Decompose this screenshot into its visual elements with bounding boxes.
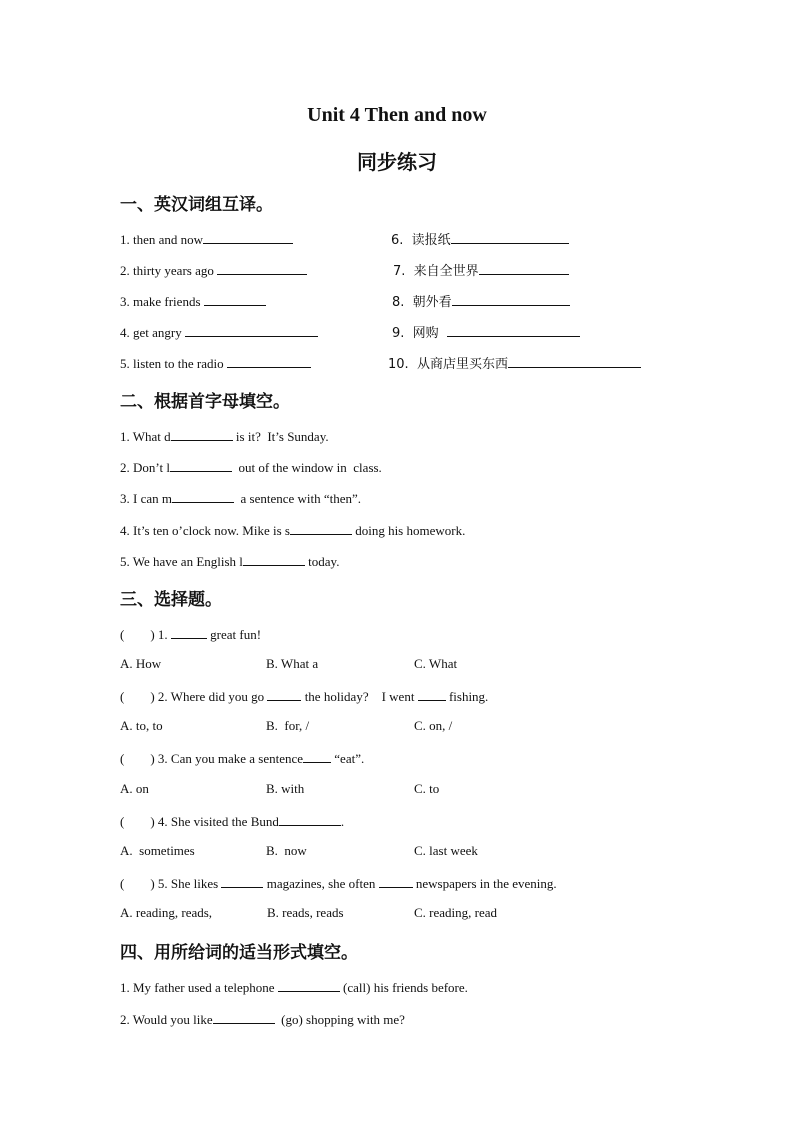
page-title: Unit 4 Then and now [307,104,487,126]
answer-blank[interactable] [451,230,569,244]
translate-item-1 [120,230,293,248]
question-2-option-c: C. on, / [414,718,453,733]
answer-blank[interactable] [171,427,233,441]
question-4-option-c: C. last week [414,843,478,858]
answer-blank[interactable] [508,354,641,368]
translate-item-4 [120,323,318,341]
answer-blank[interactable] [278,978,340,992]
question-5-option-c: C. reading, read [414,905,498,920]
answer-blank[interactable] [185,323,318,337]
question-3 [120,749,364,767]
item-text: 1. My father used a telephone [120,980,278,995]
question-text: ( ) 1. [120,627,171,642]
question-4-option-a: A. sometimes [120,843,195,858]
translate-item-3 [120,292,266,310]
answer-blank[interactable] [279,812,341,826]
item-text: 4. get angry [120,325,182,340]
answer-blank[interactable] [170,458,232,472]
item-text: 6. 读报纸 [391,233,451,248]
question-text: newspapers in the evening. [412,876,557,891]
question-4-option-b: B. now [266,843,307,858]
item-text: 3. make friends [120,294,201,309]
item-text: (go) shopping with me? [274,1012,405,1027]
question-2-option-b: B. for, / [266,718,310,733]
question-3-option-a: A. on [120,781,149,796]
question-text: “eat”. [331,751,365,766]
item-text: 5. listen to the radio [120,356,224,371]
question-1-option-a: A. How [120,656,162,671]
question-3-option-c: C. to [414,781,440,796]
question-5 [120,874,557,892]
answer-blank[interactable] [379,874,413,888]
item-text: 8. 朝外看 [392,295,452,310]
question-text: magazines, she often [263,876,379,891]
translate-item-8 [392,292,570,311]
item-text: 5. We have an English l [120,554,243,569]
answer-blank[interactable] [243,552,305,566]
section-3-heading: 三、选择题。 [120,590,222,610]
item-text: 2. Don’t l [120,460,170,475]
question-2-option-a: A. to, to [120,718,163,733]
item-text: today. [304,554,340,569]
question-2 [120,687,488,705]
item-text: 7. 来自全世界 [393,264,479,279]
item-text: 10. 从商店里买东西 [388,357,508,372]
item-text: 1. What d [120,429,171,444]
answer-blank[interactable] [227,354,311,368]
question-text: ( ) 3. Can you make a sentence [120,751,304,766]
translate-item-2 [120,261,307,279]
question-text: ( ) 4. She visited the Bund [120,814,279,829]
item-text: doing his homework. [351,523,466,538]
question-3-option-b: B. with [266,781,305,796]
item-text: 1. then and now [120,232,204,247]
item-text: (call) his friends before. [339,980,468,995]
answer-blank[interactable] [203,230,293,244]
translate-item-5 [120,354,311,372]
question-1-option-b: B. What a [266,656,319,671]
answer-blank[interactable] [418,687,446,701]
section-2-heading: 二、根据首字母填空。 [120,392,290,412]
question-text: . [340,814,345,829]
question-text: the holiday? I went [301,689,418,704]
answer-blank[interactable] [452,292,570,306]
item-text: out of the window in class. [231,460,382,475]
answer-blank[interactable] [479,261,569,275]
fill-item-5 [120,552,339,570]
section-4-heading: 四、用所给词的适当形式填空。 [120,943,358,963]
question-text: fishing. [445,689,489,704]
question-1-option-c: C. What [414,656,458,671]
fill-item-2 [120,458,382,476]
page-subtitle: 同步练习 [357,150,437,174]
question-1 [120,625,261,643]
translate-item-10 [388,354,641,373]
item-text: is it? It’s Sunday. [232,429,329,444]
translate-item-9 [392,323,580,342]
question-text: ( ) 2. Where did you go [120,689,268,704]
answer-blank[interactable] [447,323,580,337]
item-text: 2. Would you like [120,1012,213,1027]
answer-blank[interactable] [221,874,263,888]
answer-blank[interactable] [290,521,352,535]
section-1-heading: 一、英汉词组互译。 [120,195,273,215]
fill-item-1 [120,427,329,445]
fill-item-3 [120,489,361,507]
item-text: 9. 网购 [392,326,439,341]
question-5-option-a: A. reading, reads, [120,905,213,920]
word-form-item-1 [120,978,468,996]
question-4 [120,812,344,830]
fill-item-4 [120,521,465,539]
translate-item-6 [391,230,569,249]
item-text: a sentence with “then”. [233,491,362,506]
answer-blank[interactable] [172,489,234,503]
question-5-option-b: B. reads, reads [267,905,344,920]
answer-blank[interactable] [217,261,307,275]
translate-item-7 [393,261,569,280]
item-text: 4. It’s ten o’clock now. Mike is s [120,523,290,538]
item-text: 2. thirty years ago [120,263,214,278]
question-text: great fun! [206,627,262,642]
answer-blank[interactable] [171,625,207,639]
question-text: ( ) 5. She likes [120,876,222,891]
answer-blank[interactable] [303,749,331,763]
answer-blank[interactable] [213,1010,275,1024]
answer-blank[interactable] [267,687,301,701]
word-form-item-2 [120,1010,405,1028]
item-text: 3. I can m [120,491,172,506]
answer-blank[interactable] [204,292,266,306]
